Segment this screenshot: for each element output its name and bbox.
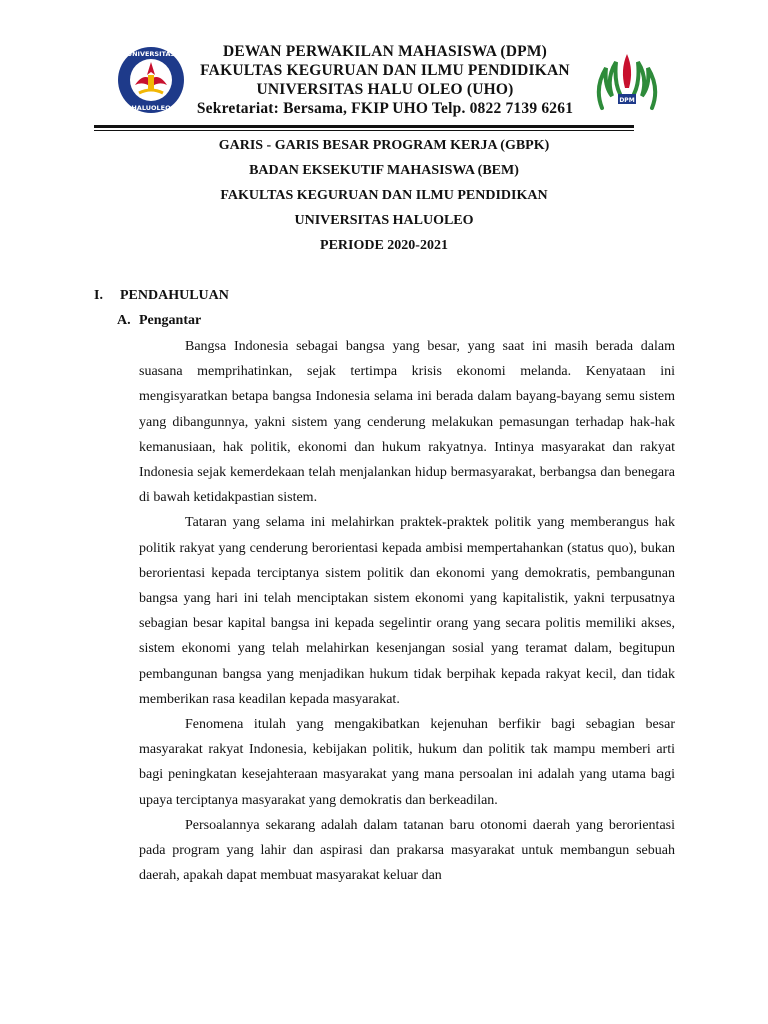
letterhead-text xyxy=(190,42,580,118)
header-divider-thick xyxy=(94,125,634,128)
subsection-number: A. xyxy=(117,313,131,328)
title-line-5: PERIODE 2020-2021 xyxy=(320,238,448,253)
university-seal-icon xyxy=(117,45,185,115)
section-heading: PENDAHULUAN xyxy=(120,288,229,303)
paragraph-2: Tataran yang selama ini melahirkan praktek-praktek politik yang memberangus hak politik rakyat yang cenderung berorientasi kepada ambisi mempertahankan (status quo), bukan berorientasi kepada terciptanya sistem politik dan ekonomi yang demokratis, pembangunan bangsa yang hari ini telah menciptakan sistem ekonomi yang kapitalistik, yakni terpusatnya sebagian besar kapital bangsa ini kepada segelintir orang yang secara politis memiliki akses, sistem ekonomi yang telah melahirkan kesenjangan sosial yang teramat dalam, begitupun pembangunan bangsa yang menjadikan hukum tidak berpihak kepada rakyat kecil, dan tidak memberikan rasa keadilan kepada masyarakat. xyxy=(139,515,675,707)
letterhead-line-4: Sekretariat: Bersama, FKIP UHO Telp. 0822 7139 6261 xyxy=(196,100,574,117)
title-line-2: BADAN EKSEKUTIF MAHASISWA (BEM) xyxy=(249,163,519,178)
paragraph-4: Persoalannya sekarang adalah dalam tatanan baru otonomi daerah yang berorientasi pada program yang lahir dan aspirasi dan prakarsa masyarakat untuk membangun sebuah daerah, apakah dapat membuat masyarakat keluar dan xyxy=(139,817,675,884)
title-line-4: UNIVERSITAS HALUOLEO xyxy=(294,213,474,228)
body-text xyxy=(139,334,675,888)
letterhead-line-2: FAKULTAS KEGURUAN DAN ILMU PENDIDIKAN xyxy=(200,62,570,79)
header-divider-thin xyxy=(94,130,634,131)
dpm-emblem-icon xyxy=(592,48,662,118)
paragraph-1: Bangsa Indonesia sebagai bangsa yang besar, yang saat ini masih berada dalam suasana memprihatinkan, sejak tertimpa krisis ekonomi melanda. Kenyataan ini mengisyaratkan betapa bangsa Indonesia selama ini berada dalam bayang-bayang semu sistem yang dibangunnya, yakni sistem yang cenderung melakukan pemasungan terhadap hak-hak kemanusiaan, hak politik, ekonomi dan hukum rakyatnya. Intinya masyarakat dan rakyat Indonesia sejak kemerdekaan telah menjalankan hidup bermasyarakat, berbangsa dan benegara di bawah ketidakpastian sistem. xyxy=(139,339,675,506)
section-number: I. xyxy=(94,288,103,303)
seal-bottom-text: HALUOLEO xyxy=(131,104,171,112)
letterhead xyxy=(0,0,768,132)
dpm-emblem-text: DPM xyxy=(619,97,635,104)
title-line-1: GARIS - GARIS BESAR PROGRAM KERJA (GBPK) xyxy=(218,138,550,153)
letterhead-line-1: DEWAN PERWAKILAN MAHASISWA (DPM) xyxy=(222,43,548,60)
subsection-heading: Pengantar xyxy=(139,313,202,328)
title-line-3: FAKULTAS KEGURUAN DAN ILMU PENDIDIKAN xyxy=(220,188,548,203)
letterhead-line-3: UNIVERSITAS HALU OLEO (UHO) xyxy=(256,81,514,98)
paragraph-3: Fenomena itulah yang mengakibatkan kejenuhan berfikir bagi sebagian besar masyarakat rakyat Indonesia, kebijakan politik, hukum dan politik tak mampu memberi arti bagi peningkatan kesejahteraan masyarakat yang mana persoalan ini adalah yang utama bagi upaya terciptanya masyarakat yang demokratis dan berkeadilan. xyxy=(139,717,675,808)
seal-top-text: UNIVERSITAS xyxy=(126,50,176,58)
document-title xyxy=(94,133,674,258)
